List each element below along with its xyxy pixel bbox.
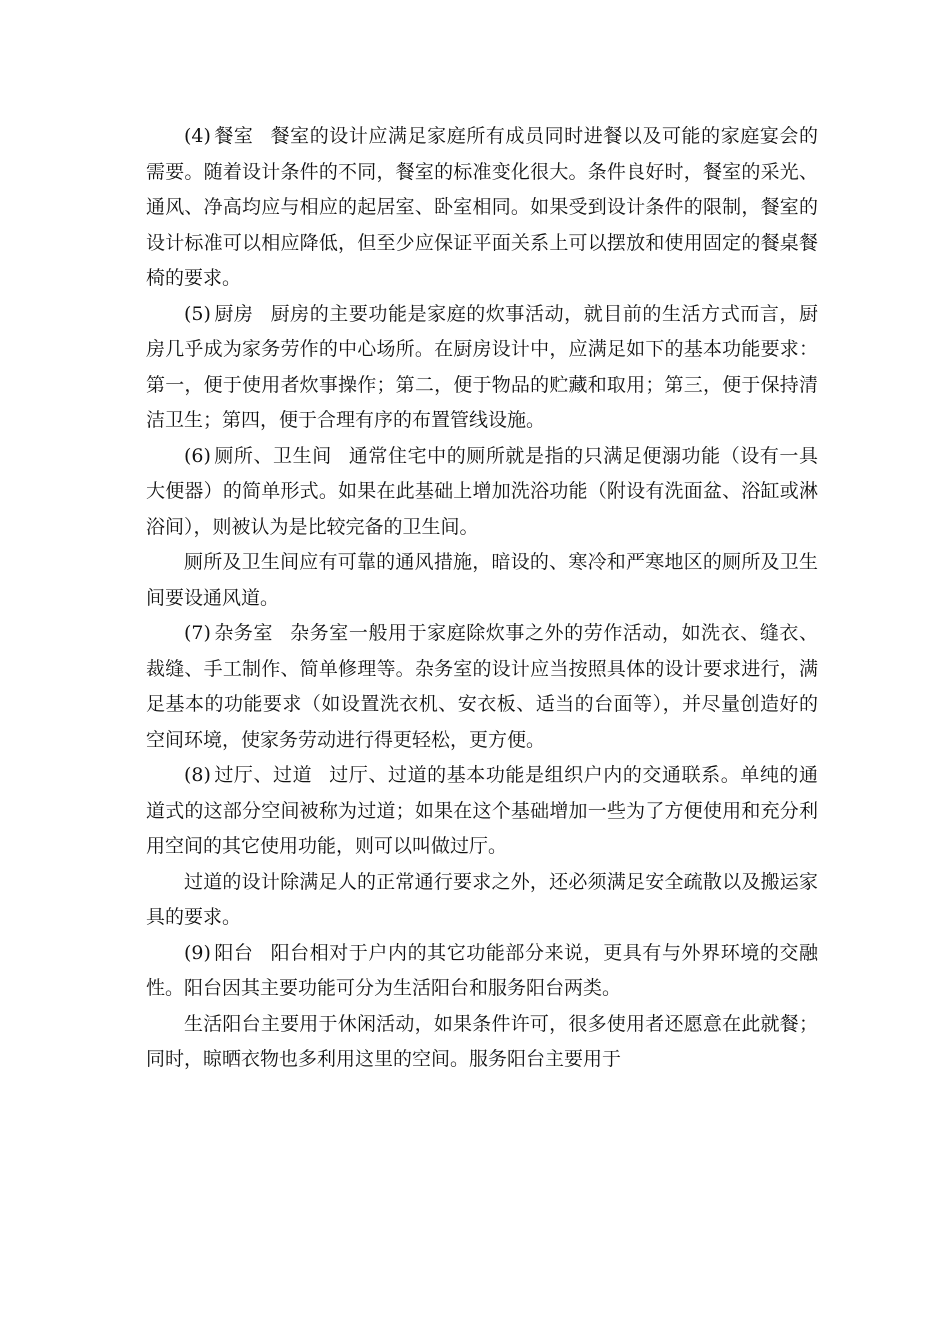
paragraph-text: 生活阳台主要用于休闲活动，如果条件许可，很多使用者还愿意在此就餐；同时，晾晒衣物也多利用这里的空间。服务阳台主要用于 bbox=[146, 1012, 818, 1070]
section-number: (9) bbox=[184, 941, 211, 964]
section-heading: 杂务室 bbox=[213, 622, 274, 644]
paragraph-text: 餐室的设计应满足家庭所有成员同时进餐以及可能的家庭宴会的需要。随着设计条件的不同，餐室的标准变化很大。条件良好时，餐室的采光、通风、净高均应与相应的起居室、卧室相同。如果受到设计条件的限制，餐室的设计标准可以相应降低，但至少应保证平面关系上可以摆放和使用固定的餐桌餐椅的要求。 bbox=[146, 125, 818, 289]
section-heading: 餐室 bbox=[213, 125, 254, 147]
paragraph-toilet-ventilation bbox=[146, 545, 818, 616]
paragraph-text: 通常住宅中的厕所就是指的只满足便溺功能（设有一具大便器）的简单形式。如果在此基础上增加洗浴功能（附设有洗面盆、浴缸或淋浴间），则被认为是比较完备的卫生间。 bbox=[146, 444, 818, 538]
paragraph-hallway-requirements bbox=[146, 865, 818, 936]
body-text bbox=[146, 119, 818, 1078]
section-number: (5) bbox=[184, 302, 211, 325]
section-heading: 过厅、过道 bbox=[213, 764, 313, 786]
paragraph-utility-room bbox=[146, 616, 818, 758]
section-number: (7) bbox=[184, 622, 211, 644]
section-heading: 厕所、卫生间 bbox=[213, 444, 332, 467]
section-heading: 阳台 bbox=[213, 941, 254, 964]
section-number: (6) bbox=[184, 444, 211, 467]
paragraph-text: 阳台相对于户内的其它功能部分来说，更具有与外界环境的交融性。阳台因其主要功能可分为生活阳台和服务阳台两类。 bbox=[146, 941, 818, 999]
paragraph-toilet bbox=[146, 439, 818, 546]
paragraph-text: 过道的设计除满足人的正常通行要求之外，还必须满足安全疏散以及搬运家具的要求。 bbox=[146, 870, 818, 928]
paragraph-text: 厨房的主要功能是家庭的炊事活动，就目前的生活方式而言，厨房几乎成为家务劳作的中心场所。在厨房设计中，应满足如下的基本功能要求：第一，便于使用者炊事操作；第二，便于物品的贮藏和取用；第三，便于保持清洁卫生；第四，便于合理有序的布置管线设施。 bbox=[146, 302, 818, 431]
paragraph-balcony bbox=[146, 936, 818, 1007]
section-heading: 厨房 bbox=[213, 302, 254, 325]
paragraph-text: 过厅、过道的基本功能是组织户内的交通联系。单纯的通道式的这部分空间被称为过道；如果在这个基础增加一些为了方便使用和充分利用空间的其它使用功能，则可以叫做过厅。 bbox=[146, 764, 818, 857]
paragraph-kitchen bbox=[146, 297, 818, 439]
paragraph-dining-room bbox=[146, 119, 818, 297]
paragraph-living-balcony bbox=[146, 1007, 818, 1078]
section-number: (8) bbox=[184, 764, 211, 786]
paragraph-text: 厕所及卫生间应有可靠的通风措施，暗设的、寒冷和严寒地区的厕所及卫生间要设通风道。 bbox=[146, 551, 818, 609]
paragraph-text: 杂务室一般用于家庭除炊事之外的劳作活动，如洗衣、缝衣、裁缝、手工制作、简单修理等。杂务室的设计应当按照具体的设计要求进行，满足基本的功能要求（如设置洗衣机、安衣板、适当的台面等），并尽量创造好的空间环境，使家务劳动进行得更轻松，更方便。 bbox=[146, 622, 818, 751]
paragraph-hallway bbox=[146, 758, 818, 865]
section-number: (4) bbox=[184, 125, 211, 147]
